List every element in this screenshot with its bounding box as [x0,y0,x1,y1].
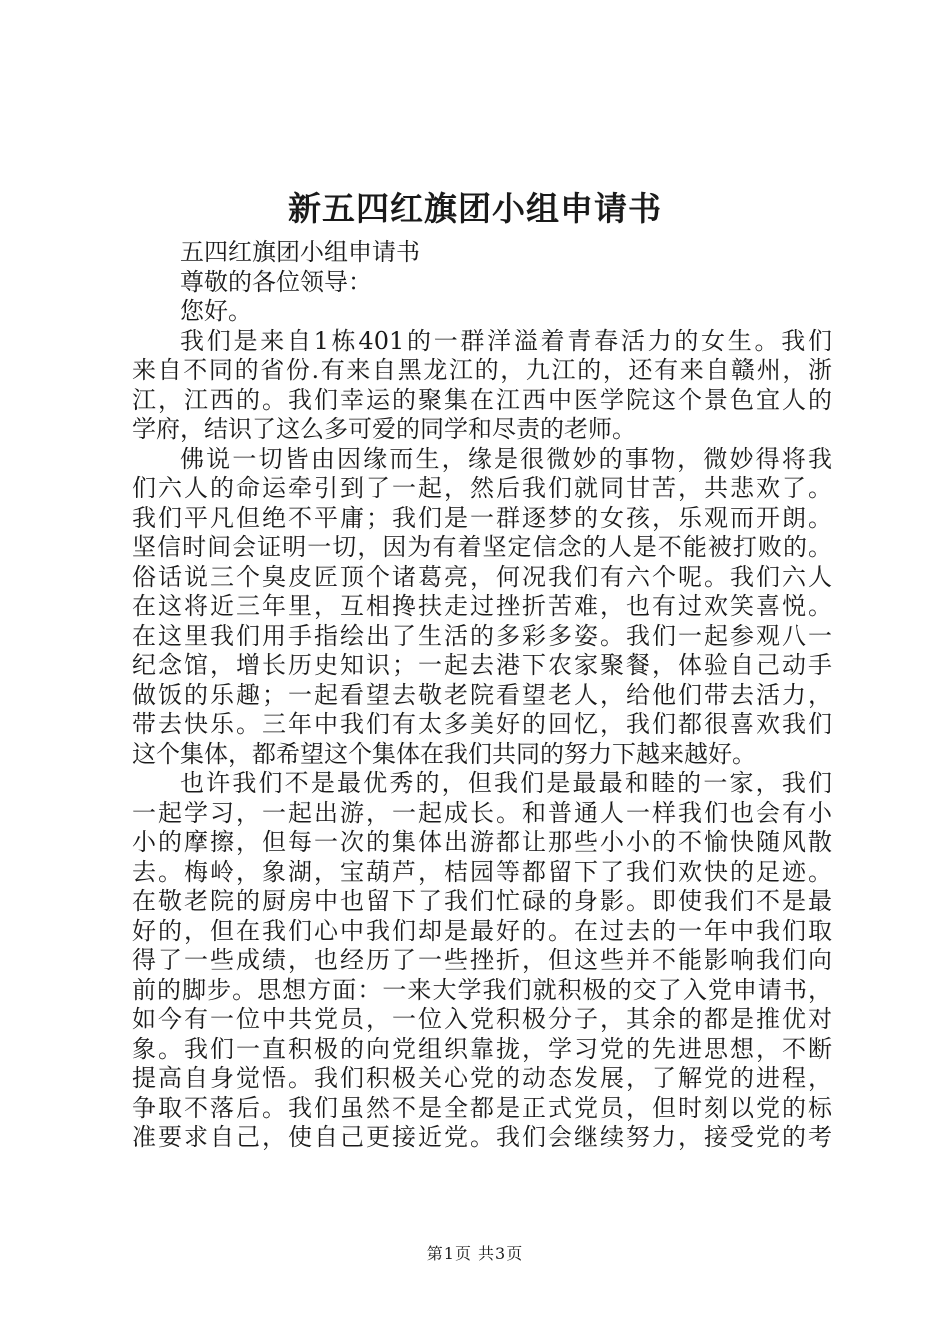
text-line: 好的，但在我们心中我们却是最好的。在过去的一年中我们取 [132,916,832,945]
page-footer: 第1页 共3页 [426,1244,524,1263]
text-line: 俗话说三个臭皮匠顶个诸葛亮，何况我们有六个呢。我们六人 [132,562,832,591]
text-line: 江，江西的。我们幸运的聚集在江西中医学院这个景色宜人的 [132,385,832,414]
text-line: 做饭的乐趣；一起看望去敬老院看望老人，给他们带去活力， [132,680,832,709]
text-line: 您好。 [180,297,252,325]
text-line: 纪念馆，增长历史知识；一起去港下农家聚餐，体验自己动手 [132,651,832,679]
text-line: 我们平凡但绝不平庸；我们是一群逐梦的女孩，乐观而开朗。 [132,503,832,532]
text-line: 坚信时间会证明一切，因为有着坚定信念的人是不能被打败的。 [132,533,832,561]
text-line: 我们是来自1栋401的一群洋溢着青春活力的女生。我们 [180,326,832,355]
text-line: 在这将近三年里，互相搀扶走过挫折苦难，也有过欢笑喜悦。 [132,592,832,620]
text-line: 去。梅岭，象湖，宝葫芦，桔园等都留下了我们欢快的足迹。 [132,857,832,886]
text-line: 如今有一位中共党员，一位入党积极分子，其余的都是推优对 [132,1005,832,1033]
text-line: 也许我们不是最优秀的，但我们是最最和睦的一家，我们 [180,769,832,797]
text-line: 象。我们一直积极的向党组织靠拢，学习党的先进思想，不断 [132,1034,832,1063]
text-line: 得了一些成绩，也经历了一些挫折，但这些并不能影响我们向 [132,946,832,974]
text-line: 五四红旗团小组申请书 [180,238,420,266]
text-line: 提高自身觉悟。我们积极关心党的动态发展，了解党的进程， [132,1064,832,1092]
document-body [132,238,832,1153]
text-line: 在敬老院的厨房中也留下了我们忙碌的身影。即使我们不是最 [132,887,832,915]
text-line: 这个集体，都希望这个集体在我们共同的努力下越来越好。 [132,739,756,768]
text-line: 前的脚步。思想方面：一来大学我们就积极的交了入党申请书， [132,975,832,1004]
text-line: 在这里我们用手指绘出了生活的多彩多姿。我们一起参观八一 [132,621,832,650]
text-line: 一起学习，一起出游，一起成长。和普通人一样我们也会有小 [132,798,832,827]
text-line: 带去快乐。三年中我们有太多美好的回忆，我们都很喜欢我们 [132,710,832,738]
text-line: 佛说一切皆由因缘而生，缘是很微妙的事物，微妙得将我 [180,444,832,473]
text-line: 小的摩擦，但每一次的集体出游都让那些小小的不愉快随风散 [132,828,832,856]
page-title: 新五四红旗团小组申请书 [288,189,662,228]
text-line: 争取不落后。我们虽然不是全都是正式党员，但时刻以党的标 [132,1093,832,1122]
text-line: 尊敬的各位领导： [180,267,372,296]
text-line: 学府，结识了这么多可爱的同学和尽责的老师。 [132,415,636,443]
text-line: 来自不同的省份.有来自黑龙江的，九江的，还有来自赣州，浙 [132,356,832,384]
text-line: 准要求自己，使自己更接近党。我们会继续努力，接受党的考 [132,1123,832,1151]
text-line: 们六人的命运牵引到了一起，然后我们就同甘苦，共悲欢了。 [132,474,832,502]
